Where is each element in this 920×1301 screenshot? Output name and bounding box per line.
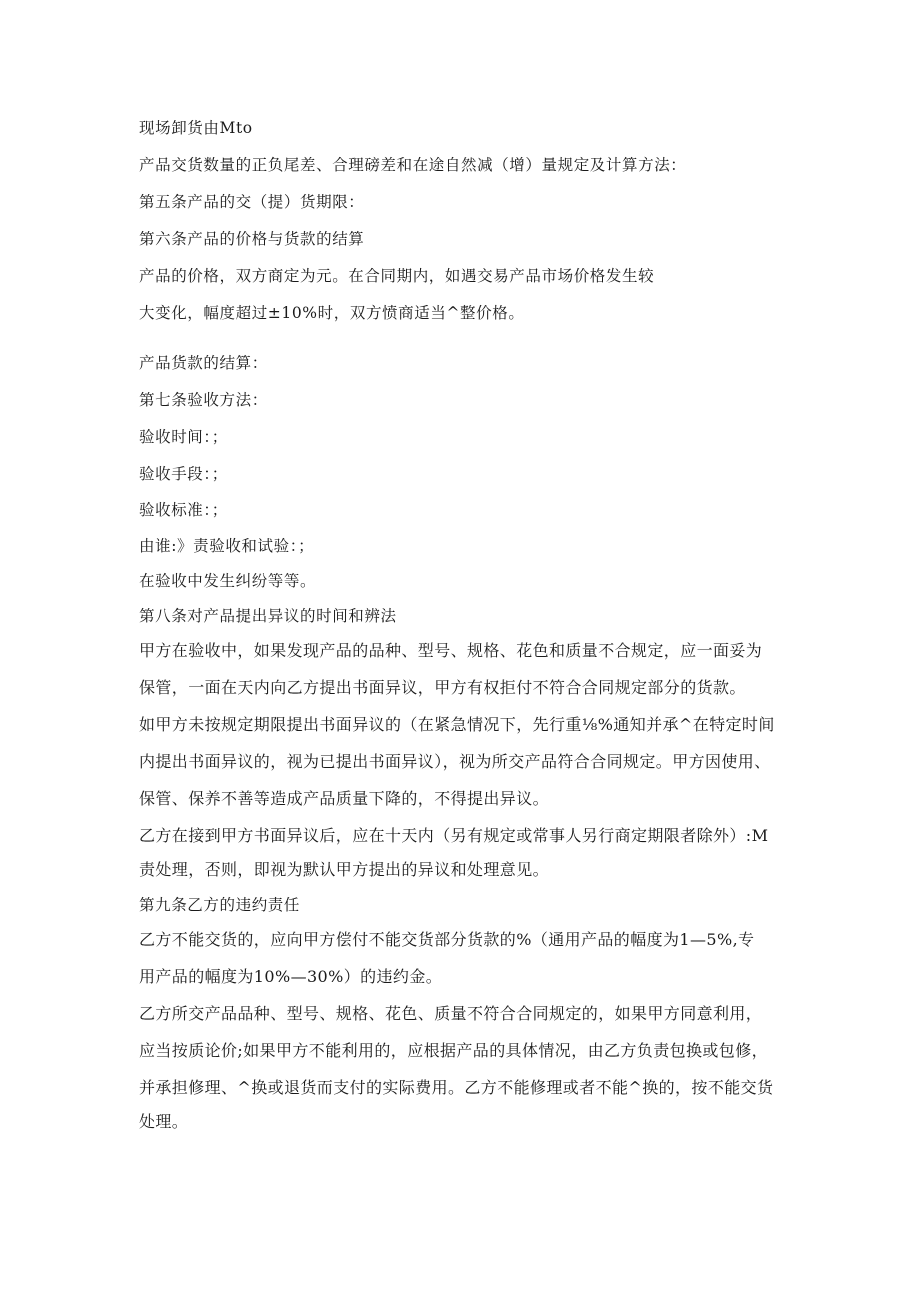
- text-line: 验收标准：；: [139, 501, 228, 519]
- text-line: 甲方在验收中，如果发现产品的品种、型号、规格、花色和质量不合规定，应一面妥为: [139, 641, 763, 660]
- text-line: 应当按质论价;如果甲方不能利用的，应根据产品的具体情况，由乙方负责包换或包修，: [139, 1041, 768, 1060]
- text-line: 内提出书面异议的，视为已提出书面异议），视为所交产品符合合同规定。甲方因使用、: [139, 752, 771, 771]
- section-heading: 第五条产品的交（提）货期限：: [139, 193, 365, 211]
- text-line: 乙方在接到甲方书面异议后，应在十天内（另有规定或常事人另行商定期限者除外）:M: [139, 826, 769, 845]
- text-line: 大变化，幅度超过±10%时，双方愤商适当^整价格。: [139, 304, 525, 322]
- text-line: 验收手段：；: [139, 465, 228, 483]
- text-line: 产品货款的结算：: [139, 354, 268, 372]
- text-line: 乙方所交产品品种、型号、规格、花色、质量不符合合同规定的，如果甲方同意利用，: [139, 1004, 763, 1023]
- text-line: 用产品的幅度为10%—30%）的违约金。: [139, 967, 443, 986]
- text-line: 保管，一面在天内向乙方提出书面异议，甲方有权拒付不符合合同规定部分的货款。: [139, 678, 746, 697]
- section-heading: 第六条产品的价格与货款的结算: [139, 230, 365, 248]
- section-heading: 第九条乙方的违约责任: [139, 896, 301, 914]
- section-heading: 第七条验收方法：: [139, 391, 268, 409]
- text-line: 责处理，否则，即视为默认甲方提出的异议和处理意见。: [139, 860, 550, 879]
- text-line: 乙方不能交货的，应向甲方偿付不能交货部分货款的%（通用产品的幅度为1—5%,专: [139, 930, 755, 949]
- text-line: 现场卸货由Mto: [139, 119, 253, 137]
- text-line: 在验收中发生纠纷等等。: [139, 572, 317, 590]
- text-line: 并承担修理、^换或退货而支付的实际费用。乙方不能修理或者不能^换的，按不能交货: [139, 1078, 774, 1097]
- section-heading: 第八条对产品提出异议的时间和辨法: [139, 607, 397, 625]
- text-line: 如甲方未按规定期限提出书面异议的（在紧急情况下，先行重⅛%通知并承^在特定时间: [139, 715, 775, 734]
- text-line: 处理。: [139, 1112, 189, 1131]
- text-line: 验收时间：；: [139, 428, 228, 446]
- text-line: 产品的价格，双方商定为元。在合同期内，如遇交易产品市场价格发生较: [139, 267, 655, 285]
- text-line: 产品交货数量的正负尾差、合理磅差和在途自然减（增）量规定及计算方法：: [139, 156, 687, 174]
- text-line: 由谁:》责验收和试验：；: [139, 537, 315, 555]
- text-line: 保管、保养不善等造成产品质量下降的，不得提出异议。: [139, 789, 550, 808]
